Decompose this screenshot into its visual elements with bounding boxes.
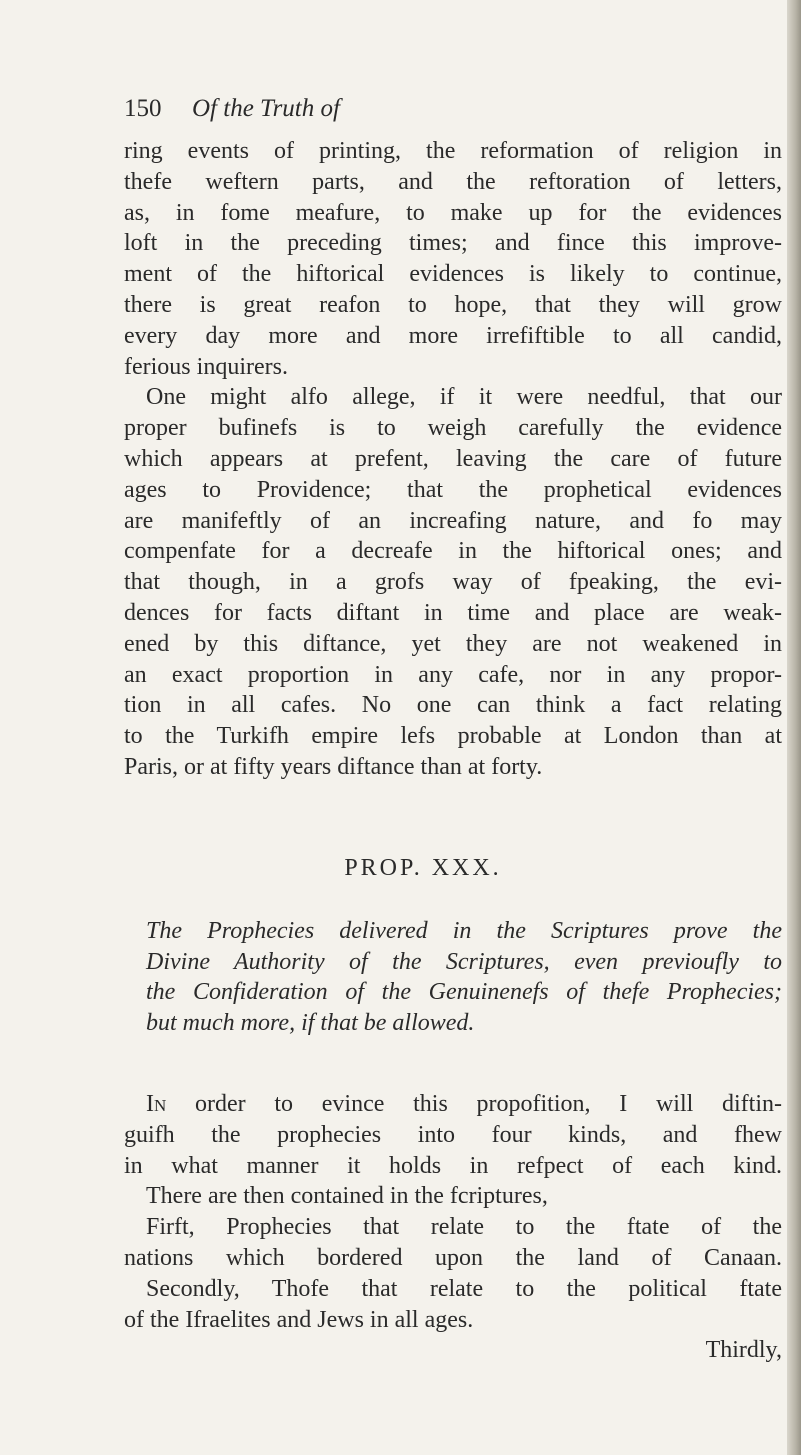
text-line: tion in all cafes. No one can think a fact relating [124,692,782,719]
summary-line: Divine Authority of the Scriptures, even previoufly to [146,948,782,975]
text-line: proper bufinefs is to weigh carefully the evidence [124,415,782,442]
proposition-summary [124,916,782,1039]
summary-line: but much more, if that be allowed. [146,1010,475,1037]
text-line: ened by this diftance, yet they are not weakened in [124,630,782,657]
summary-line: The Prophecies delivered in the Scriptures prove the [146,917,782,944]
paragraph-3 [124,1089,782,1366]
text-line: of the Ifraelites and Jews in all ages. [124,1306,474,1333]
paragraph-2 [124,382,782,782]
catchword: Thirdly, [705,1337,782,1364]
text-line: ages to Providence; that the prophetical evidences [124,476,782,503]
page-number: 150 [124,95,162,122]
proposition-heading: PROP. XXX. [344,854,502,881]
text-line-rest: order to evince this propofition, I will diftin- [166,1090,782,1117]
text-line: that though, in a grofs way of fpeaking, the evi- [124,569,782,596]
text-line: are manifeftly of an increafing nature, and fo may [124,507,782,534]
text-line: every day more and more irrefiftible to all candid, [124,322,782,349]
text-line: to the Turkifh empire lefs probable at London than at [124,723,782,750]
page-header [124,94,764,124]
text-line: which appears at prefent, leaving the care of future [124,445,782,472]
text-line [124,1089,782,1120]
text-line: guifh the prophecies into four kinds, and fhew [124,1121,782,1148]
text-line: in what manner it holds in refpect of each kind. [124,1152,782,1179]
text-line: there is great reafon to hope, that they will grow [124,291,782,318]
text-line: ferious inquirers. [124,353,288,380]
body-text [124,136,782,1366]
text-line: compenfate for a decreafe in the hiftorical ones; and [124,538,782,565]
text-line: nations which bordered upon the land of Canaan. [124,1244,782,1271]
text-line: One might alfo allege, if it were needful, that our [146,384,782,411]
summary-line: the Confideration of the Genuinenefs of thefe Prophecies; [146,979,782,1006]
text-line: dences for facts diftant in time and place are weak- [124,599,782,626]
text-line: an exact proportion in any cafe, nor in any propor- [124,661,782,688]
text-line: Paris, or at fifty years diftance than at forty. [124,753,543,780]
text-line: loft in the preceding times; and fince this improve- [124,230,782,257]
text-line: as, in fome meafure, to make up for the evidences [124,199,782,226]
text-line: Secondly, Thofe that relate to the political ftate [146,1275,782,1302]
text-line: ring events of printing, the reformation of religion in [124,138,782,164]
page-edge [787,0,801,1455]
running-title: Of the Truth of [192,95,340,122]
paragraph-1 [124,136,782,382]
spacer [124,1039,782,1089]
text-line: ment of the hiftorical evidences is likely to continue, [124,261,782,288]
initial-word: In [146,1090,167,1117]
text-line: Firft, Prophecies that relate to the ftate of the [146,1214,782,1241]
text-line: thefe weftern parts, and the reftoration of letters, [124,168,782,195]
text-line: There are then contained in the fcriptures, [146,1183,548,1210]
